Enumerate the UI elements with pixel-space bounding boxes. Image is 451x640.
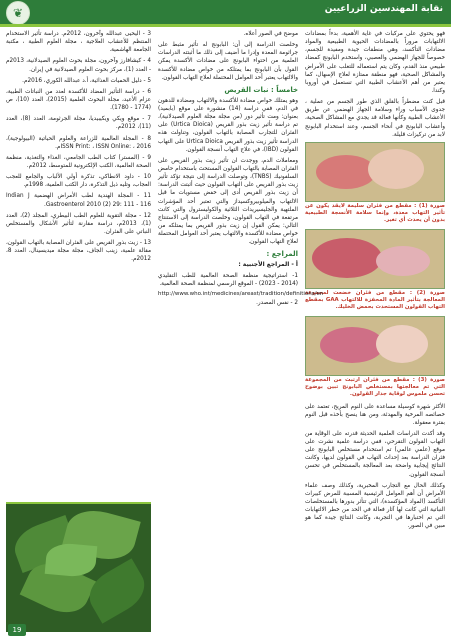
right-column [305,30,445,630]
mid-paragraph-2: وخلصت الدراسة إلى أن: البابونج له تأثير مثبط على جراثومة المعدة وإدرا ما أضيف إلى ذلك ما أثبتته الدراسات العلمية من احتواء البابونج على مضادات الأكسدة يمكن القول بأن البابونج بما يمتلكه من خواص مضادة للأكسدة والالتهاب يعتبر أحد العوامل المحتملة لعلاج التهاب القولون. [158,42,298,81]
middle-column [158,30,324,630]
tissue-photo-3 [305,316,445,376]
reference-item: 7 - موقع ويكي ويكيبيديا، مجلة الجرثومة، العدد (8)، العدد (11)، 2012م. [6,116,152,131]
right-paragraph-4: وقد أكدت الدراسات العلمية الحديثة قدرته على الوقاية من التهاب القولون التقرحي، ففي دراسة علمية نشرت على موقع (علمي عالمي) تم استخدام مستخلص البابونج على فئران الدراسة بعد إحداث التهاب في القولون لديها، وكانت النتائج إيجابية واضحة بعد المعالجة بالمستخلص في تحسن أنسجة القولون. [305,430,445,478]
leaf-logo-icon: ❦ [6,1,30,25]
photo-caption-1: صورة (1) : مقطع من فئران سليمة لايقد يكون عن تأثير التهاب معدة، وإنما سلامة الأنسجة الطبيعية بدون أن يحدث أي تغير. [305,202,445,224]
header-stripe [0,24,451,27]
tissue-photo-2 [305,229,445,289]
left-column [6,30,151,500]
reference-item: 6 - دراسة التأثير المضاد للأكسدة لعدد من النباتات الطبية، عزام الأعيد، مجلة البحوث العلمية (2015)، العدد (10)، ص (1774 - 1780). [6,88,151,112]
reference-1: 1- استراتيجية منظمة الصحة العالمية للطب التقليدي (2014 - 2023) - الموقع الرسمي لمنظمة الصحة العالمية. [158,272,298,288]
header-title: نقابة المهندسين الزراعيين [324,4,443,14]
reference-item: 10 - داود الانطاكي، تذكرة أولي الألباب والجامع للعجب العجاب، وتليه ذيل التذكرة، دار الكتب العلمية، 1998م. [6,174,151,189]
mid-paragraph-4: ومعاملات الدم، ووجدت ان تأثير زيت بذور القريص على الفئران المصابة بالتهاب القولون المستحث باستخدام حامض السلفونيك (TNBS)، وتوصلت الدراسة إلى نتيجة تؤكد تأثير زيت بذور القريص على التهاب القولون حيث أثبتت الدراسة: أن زيت بذور القريص أدى إلى خفض مستويات ما قبل الالتهاب والميلوبيروكسيداز والتي تعتبر أحد المؤشرات الملتهبة والجليسيريدات الثلاثية والكوليسترول والتي كانت مرتفعة في التهاب القولون، وخلصت الدراسة إلى الاستنتاج التالي: يمكن القول إن زيت بذور القريص بما يمتلكه من خواص مضادة للأكسدة والالتهاب يعتبر أحد العوامل المحتملة لعلاج التهاب القولون. [158,157,298,246]
right-paragraph-3: الأكثر شهرة كوسيلة مساعدة على النوم المريح، تعتمد على خصائصه المرخية والمهدئة، ومن هنا ينصح بأخذه قبل النوم بفترة معقولة. [305,403,445,426]
reference-item: 8 - المجلة العالمية للزراعة والعلوم الحياتية (البيولوجية)، ISSN Print: ، ISSN Online: ، 2016م. [6,135,151,150]
right-paragraph-2: قبل كنت مضطراً بالقلق الذي طور الجسم من عملية ، جدوى الأسباب وراء وسلامة الجهاز الهضمي عن طريق الأعشاب الطبية وكأنها فعالة قد يجدي مع المشاكل الصحية، وأعشاب البابونج في أنحاء الجسم، وعند استخدام البابونج لابد من تركيزات قليلة. [305,99,445,138]
page-header [0,0,451,24]
mid-paragraph-3: وهو يمتلك خواص مضادة للأكسدة والالتهاب ومضادة للدهون في الدم، ففي دراسة (14) منشورة على موقع (بابميد) بعنوان: ومت تأثير دور (من مجلة مجلة العلوم الصيدلانية)، تم دراسة تأثير زيت بذور القريص (Urtica Dioica) على الفئران للتجارب المصابة بالتهاب القولون، وتناولت هذه الدراسة تأثير زيت بذور القريص Urtica Dioica على التهاب القولون (IBD)، في علاج التهاب أنسجة القولون. [158,97,299,153]
reference-1-link[interactable]: http://www.who.int/medicines/areast/tradition/definitions/en [158,291,324,298]
section-heading-nettle: خامساً : نبات القريص [224,85,298,94]
references-subheading: أ - المراجع الأجنبية : [238,261,298,269]
page-number: 19 [8,624,26,636]
photo-caption-3: صورة (3) : مقطع من فئران ارتبت من المجموعة التي تم معالجتها بمستخلص البابونج تبين بوضوح تحسن ملموس لوقاية جدار القولون. [305,376,445,398]
references-heading: المراجع : [266,250,298,259]
tissue-photo-icon [320,327,384,363]
tissue-photo-icon [316,155,376,189]
reference-item: 5 - دليل الحميات الغذائية، أ.د عبدالله الكوري، 2016م. [22,77,151,84]
reference-item: 9 - (المستر) كتاب الطب الجامعي، الغذاء والتغذية، منظمة الصحة العالمية، الكتب الإلكترونية للمتوسط، 2012م. [6,154,151,169]
right-paragraph-1: فهو يحتوي على مركبات في غاية الأهمية، بدءاً بمضادات الالتهابات مروراً بالمضادات الحيوية الطبيعية والمواد مضادات التأكسد، وهي منطقات جيدة ومفيدة للجسم، خصوصاً للجهاز الهضمي والعصبي، واستخدم البابونج كمضاد طبيعي منذ القدم، وكان يتم استعماله للتغلب على الأمراض والمشاكل الصحية، فهو منطقة ممتازة لعلاج الإسهال، كما يعتبر من أهم الأعشاب الطبية التي تستعمل في أوروبا وكندا. [305,31,445,94]
reference-item: 4 - كيشافارز وآخرون، مجلة بحوث العلوم الصيدلانية، 2013م - العدد (1)، مركز بحوث العلوم الصيدلانية في إيران. [6,58,151,73]
right-paragraph-5: وكذلك الحال مع التجارب المخبرية، وكذلك وصف علماء الأمراض أن أهم العوامل الرئيسية المسببة للمرض كبيرات التأكسد (المواد المؤكسدة)، التي تتأثر بدورها بالمستخلصات النباتية التي كانت لها آثار فعالة في الحد من خطر الالتهابات التي تم اختبارها في التجربة، وكانت النتائج جيدة كما هو مبين في الصور. [305,482,445,530]
reference-item: 13 - زيت بذور القريص على الفئران المصابة بالتهاب القولون، مقالة علمية، زينب الجاف، مجلة مجلة ميديسينال، العدد 8، 2012م. [6,240,151,263]
nettle-plant-photo [6,502,151,632]
tissue-photo-icon [312,238,382,278]
reference-item: 11 - المجلة الهندية لطب الأمراض الهضمية Indian J Gastroenterol 2010 (2) 29: 111 - 116. [6,193,151,208]
reference-item: 12 - مجلة التقوية للعلوم الطب البيطري، المجلد (2)، العدد (1)، 2013م، دراسة مقارنة لتأثير الأشكال والمستخلص النباتي على الفئران. [6,212,151,235]
reference-item: 3 - اليحيى عبدالله وآخرون، 2012م. دراسة تأثير الاستخدام المنتظم للأعشاب العلاجية ، مجلة العلوم الطبية ، مكتبة الجامعة الهاشمية. [6,31,151,54]
reference-2: 2 - نفس المصدر. [256,300,298,307]
photo-caption-2: صورة (2) : مقطع من فئران خضعت لمجموعة المعالجة بتأثير المادة المحفزة للالتهاب GAA بمقطع التهاب القولون المستحدث بحمض الخليك. [305,289,446,311]
mid-paragraph-1: موضح في الصور أعلاه. [243,31,298,37]
tissue-photo-1 [305,142,445,202]
